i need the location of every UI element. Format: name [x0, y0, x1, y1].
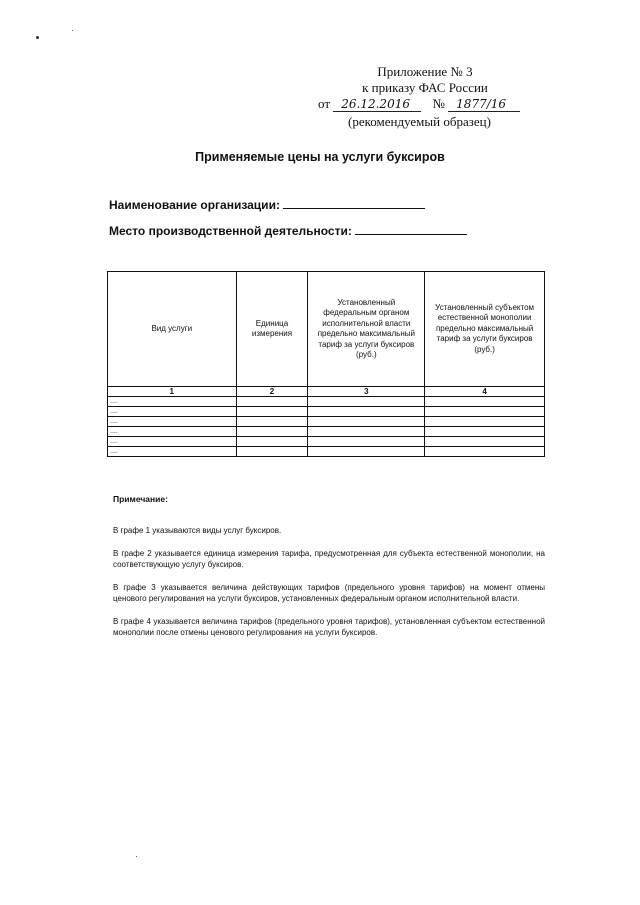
table-row — [108, 397, 545, 407]
organization-blank-line — [283, 198, 425, 209]
row-placeholder: .... — [108, 407, 237, 417]
table-row — [108, 437, 545, 447]
column-number: 2 — [236, 387, 308, 397]
table-cell — [308, 417, 425, 427]
header-cell: Установленный субъектом естественной монополии предельно максимальный тариф за услуги буксиров (руб.) — [425, 272, 545, 387]
table-cell — [308, 437, 425, 447]
location-blank-line — [355, 224, 467, 235]
table-cell — [236, 427, 308, 437]
note-item: В графе 3 указывается величина действующих тарифов (предельного уровня тарифов) на момент отмены ценового регулирования на услуги буксиров, установленных федеральным органом исполнительной власти. — [113, 583, 545, 603]
table-cell — [425, 417, 545, 427]
tariff-table — [107, 271, 545, 457]
table-cell — [425, 447, 545, 457]
column-number: 3 — [308, 387, 425, 397]
location-label: Место производственной деятельности: — [109, 224, 352, 238]
annex-line-2: к приказу ФАС России — [362, 80, 488, 95]
document-title: Применяемые цены на услуги буксиров — [195, 150, 445, 164]
column-number: 1 — [108, 387, 237, 397]
table-header-row — [108, 272, 545, 387]
annex-line-1: Приложение № 3 — [377, 64, 473, 79]
row-placeholder: .... — [108, 447, 237, 457]
table-cell — [308, 447, 425, 457]
annex-date-line — [318, 96, 520, 112]
header-cell: Единица измерения — [236, 272, 308, 387]
table-cell — [236, 447, 308, 457]
number-prefix: № — [432, 96, 445, 111]
row-placeholder: .... — [108, 437, 237, 447]
table-cell — [425, 397, 545, 407]
handwritten-date: 26.12.2016 — [333, 97, 421, 112]
table-row — [108, 407, 545, 417]
scan-speck — [72, 30, 73, 31]
column-number: 4 — [425, 387, 545, 397]
table-cell — [308, 407, 425, 417]
table-cell — [425, 437, 545, 447]
handwritten-number: 1877/16 — [448, 97, 520, 112]
table-cell — [308, 397, 425, 407]
date-prefix: от — [318, 96, 331, 111]
annex-sample-note: (рекомендуемый образец) — [348, 114, 491, 129]
row-placeholder: .... — [108, 417, 237, 427]
table-row — [108, 447, 545, 457]
notes-section — [113, 494, 545, 650]
table-cell — [308, 427, 425, 437]
organization-field — [109, 198, 425, 212]
row-placeholder: .... — [108, 397, 237, 407]
table-cell — [236, 417, 308, 427]
row-placeholder: .... — [108, 427, 237, 437]
table-cell — [425, 407, 545, 417]
notes-heading: Примечание: — [113, 494, 168, 504]
note-item: В графе 2 указывается единица измерения тарифа, предусмотренная для субъекта естественной монополии, на соответствующую услугу буксиров. — [113, 549, 545, 569]
header-cell: Установленный федеральным органом исполнительной власти предельно максимальный тариф за услуги буксиров (руб.) — [308, 272, 425, 387]
table-row — [108, 427, 545, 437]
organization-label: Наименование организации: — [109, 198, 280, 212]
scan-speck — [36, 36, 39, 39]
table-cell — [236, 407, 308, 417]
table-cell — [236, 397, 308, 407]
annex-header — [300, 64, 550, 96]
table-cell — [425, 427, 545, 437]
table-cell — [236, 437, 308, 447]
column-number-row — [108, 387, 545, 397]
header-cell: Вид услуги — [108, 272, 237, 387]
table-row — [108, 417, 545, 427]
location-field — [109, 224, 467, 238]
note-item: В графе 4 указывается величина тарифов (предельного уровня тарифов), установленная субъектом естественной монополии после отмены ценового регулирования на услуги буксиров. — [113, 617, 545, 637]
note-item: В графе 1 указываются виды услуг буксиров. — [113, 526, 282, 535]
scan-speck — [136, 856, 137, 857]
